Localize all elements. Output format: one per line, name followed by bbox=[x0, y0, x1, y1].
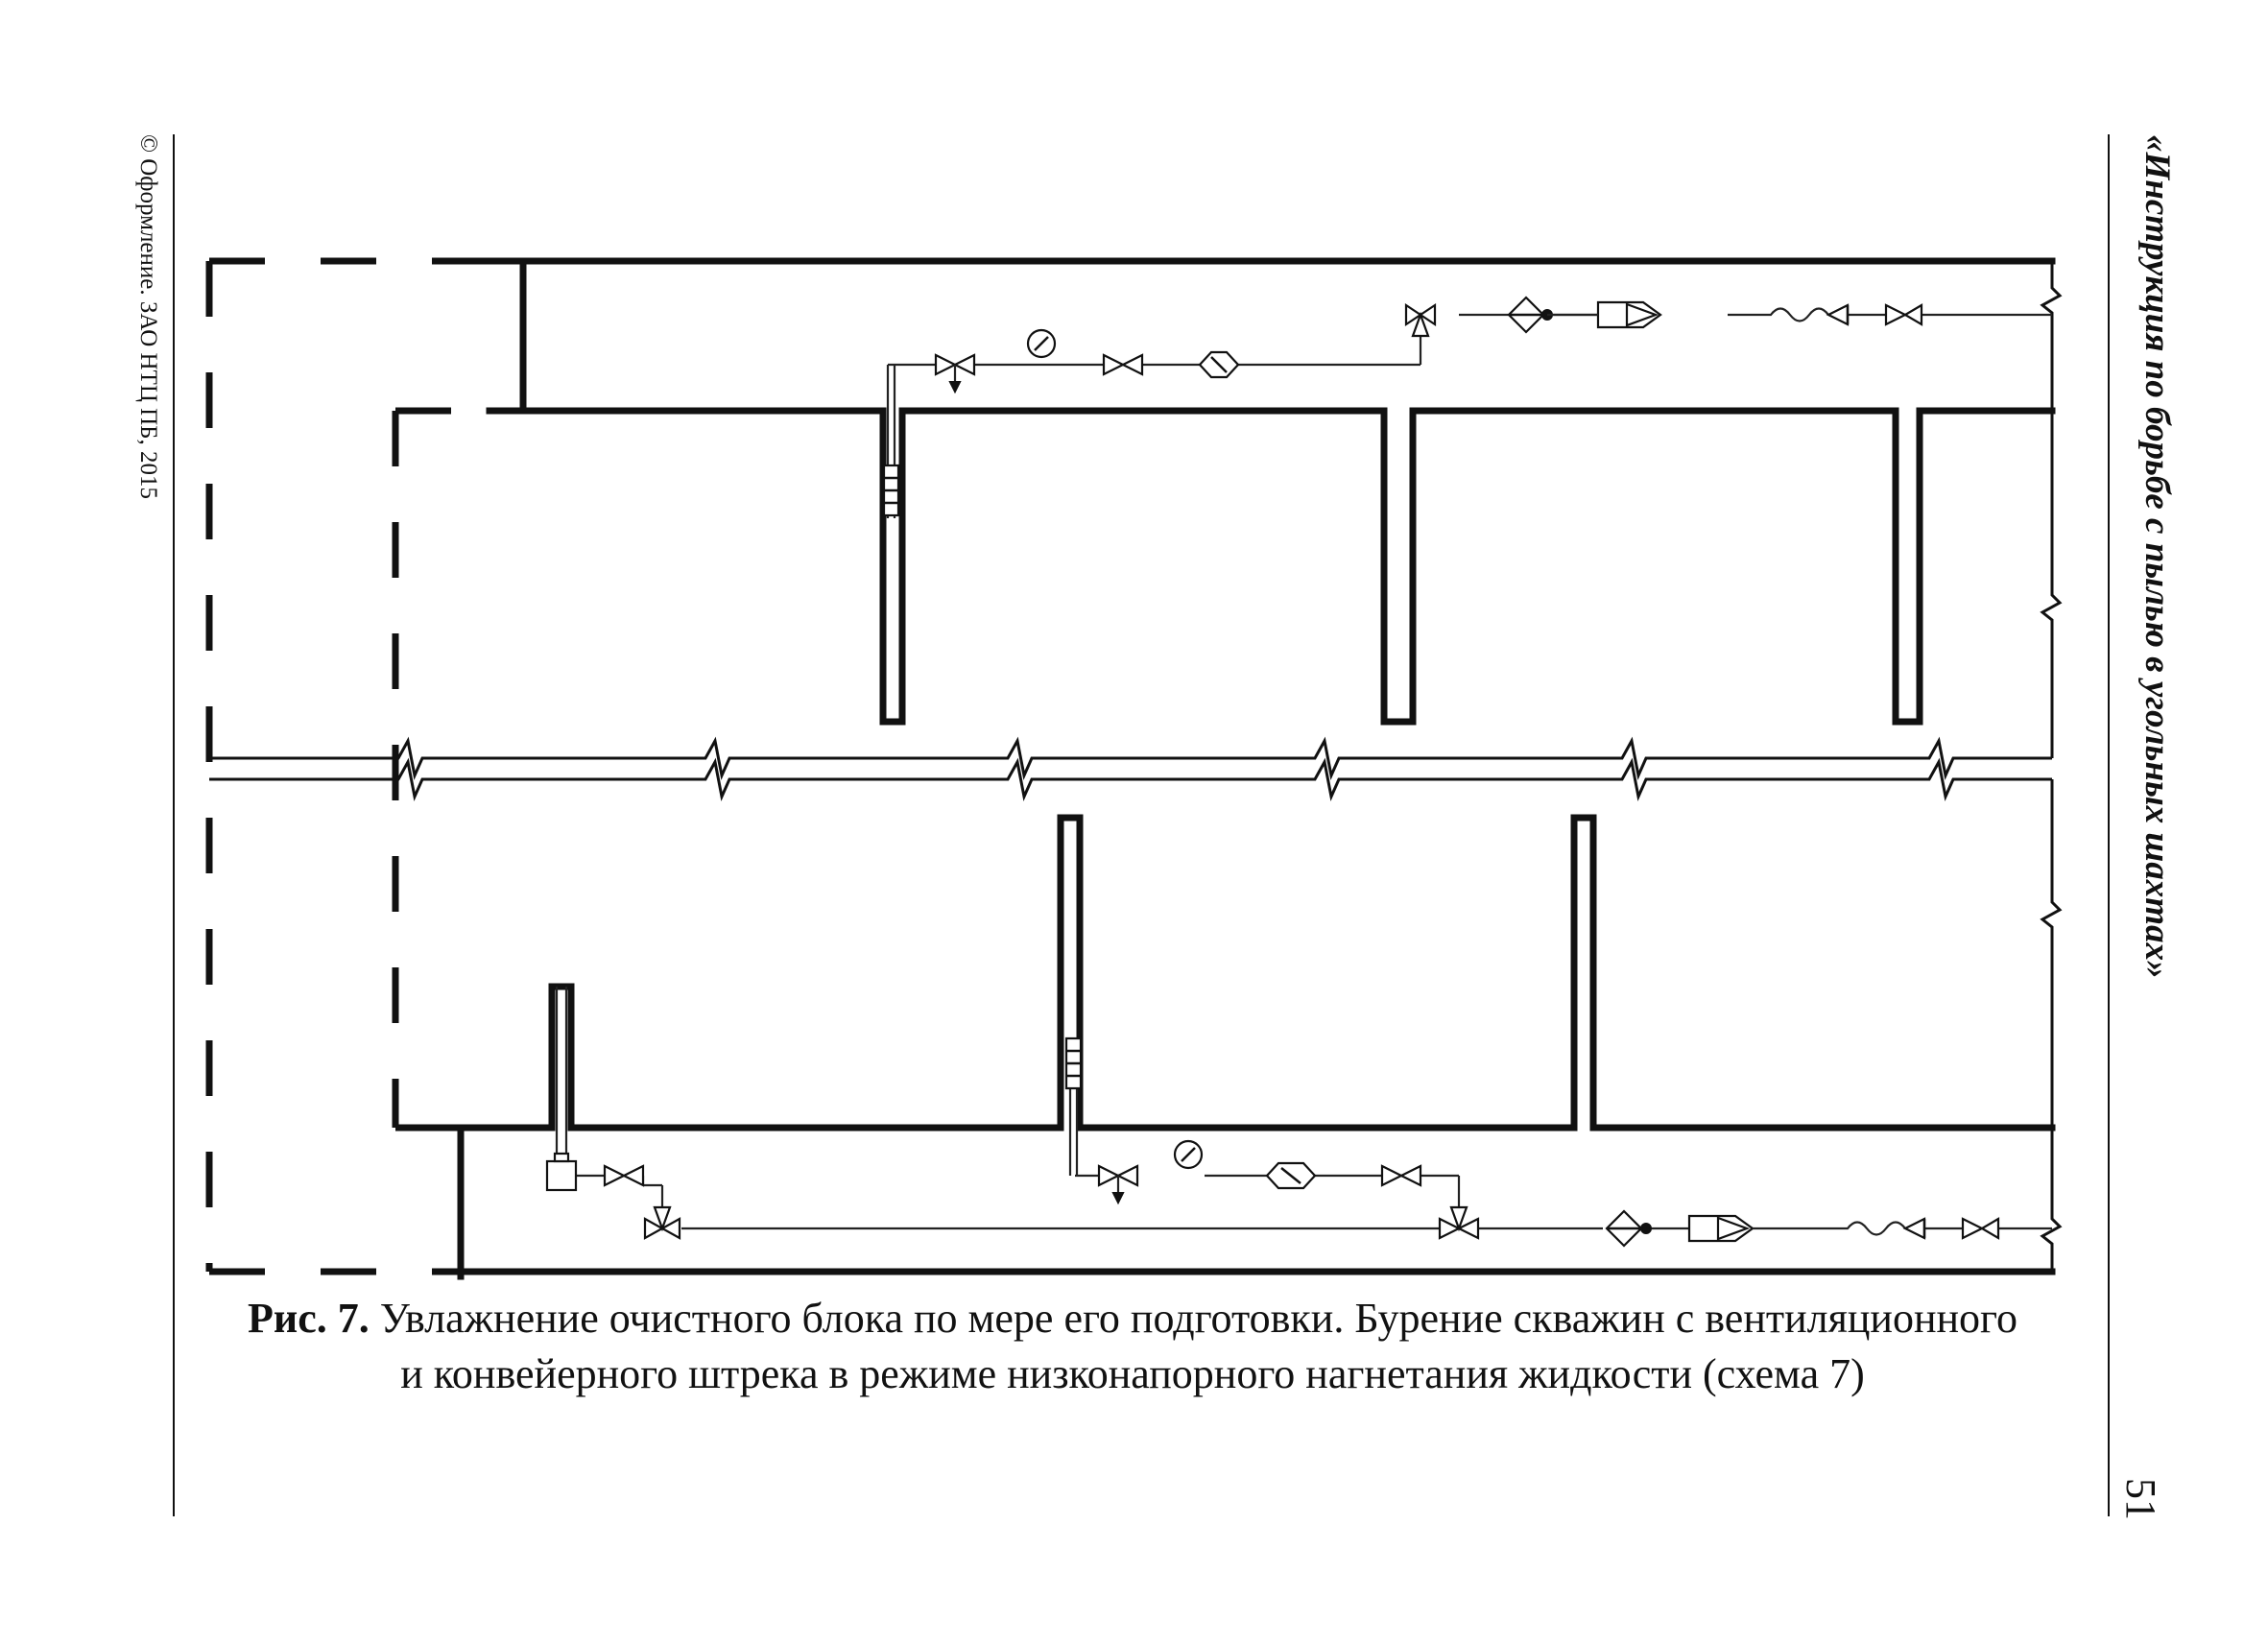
lower-valve-upper-branch bbox=[1382, 1166, 1420, 1185]
lower-left-tank bbox=[547, 1154, 576, 1190]
page-number-text: 51 bbox=[2117, 1478, 2164, 1520]
upper-flowmeter bbox=[1200, 352, 1238, 377]
lower-three-way-valve bbox=[1440, 1207, 1478, 1238]
caption-line-2: и конвейерного штрека в режиме низконапорного нагнетания жидкости (схема 7) bbox=[400, 1350, 1865, 1397]
caption-line-1 bbox=[173, 1291, 2092, 1346]
longwall-face bbox=[209, 741, 2052, 797]
upper-shutoff-valve bbox=[936, 355, 974, 392]
upper-check-valve-1 bbox=[1886, 305, 1922, 324]
conveyor-drift bbox=[451, 1128, 2052, 1276]
upper-junction-dot bbox=[1542, 310, 1598, 320]
upper-pressure-gauge bbox=[1028, 330, 1055, 357]
lower-filter bbox=[1607, 1211, 1641, 1246]
figure-caption bbox=[173, 1291, 2092, 1402]
lower-pump bbox=[1689, 1216, 1804, 1241]
upper-filter bbox=[1509, 298, 1543, 332]
dashed-boundary bbox=[209, 261, 489, 1272]
caption-text-1: Увлажнение очистного блока по мере его подготовки. Бурение скважин с вентиляционного bbox=[379, 1295, 2017, 1342]
lower-check-valve-2 bbox=[1905, 1219, 1924, 1238]
upper-check-valve-2 bbox=[1828, 305, 1848, 324]
lower-shutoff-valve bbox=[1099, 1166, 1137, 1203]
upper-three-way-valve bbox=[1406, 305, 1435, 336]
lower-pipeline bbox=[557, 987, 2052, 1235]
ventilation-drift bbox=[489, 261, 2052, 411]
upper-stubs bbox=[883, 411, 1920, 722]
copyright-text: © Оформление. ЗАО НТЦ ПБ, 2015 bbox=[135, 134, 161, 500]
lower-flowmeter bbox=[1267, 1163, 1315, 1188]
lower-check-valve-1 bbox=[1963, 1219, 1998, 1238]
figure-label: Рис. 7. bbox=[247, 1295, 370, 1342]
lower-left-three-way-valve bbox=[645, 1207, 680, 1238]
upper-pump bbox=[1598, 302, 1660, 327]
lower-left-valve bbox=[605, 1166, 643, 1185]
running-title-text: «Инструкция по борьбе с пылью в угольных шахтах» bbox=[2137, 134, 2177, 979]
lower-pressure-gauge bbox=[1175, 1141, 1202, 1168]
upper-valve bbox=[1104, 355, 1142, 374]
upper-borehole-packer bbox=[884, 465, 898, 515]
lower-borehole-packer bbox=[1066, 1038, 1081, 1088]
